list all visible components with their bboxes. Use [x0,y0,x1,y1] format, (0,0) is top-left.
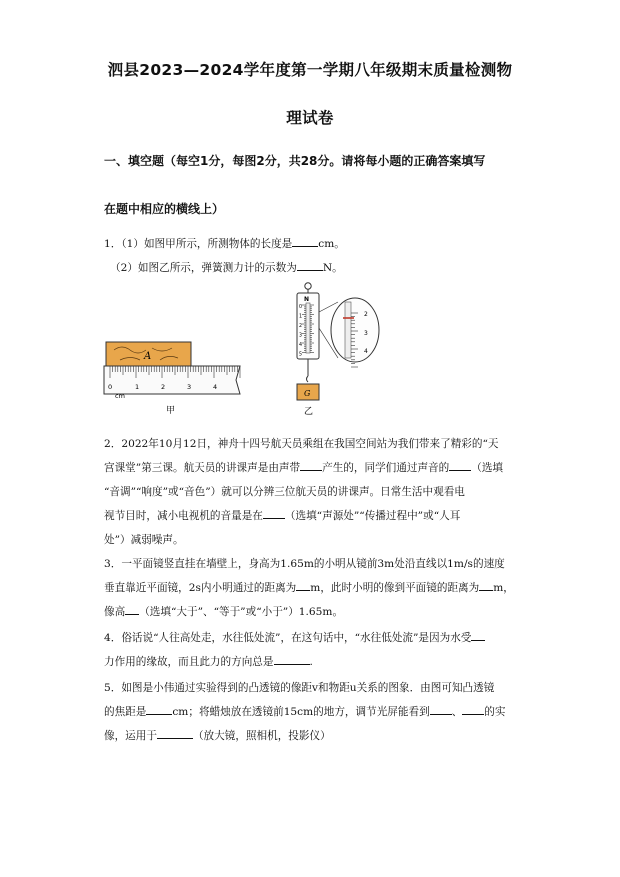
answer-blank[interactable] [471,630,485,641]
answer-blank[interactable] [479,580,493,591]
q2-line4 [104,508,460,523]
q2-text-e: （选填“声源处”“传播过程中”或“人耳 [284,510,461,522]
ruler-tick-2: 2 [161,383,166,391]
ruler-unit: cm [115,392,125,400]
section-heading-line2: 在题中相应的横线上） [104,202,225,216]
exam-title-line1: 泗县2023—2024学年度第一学期八年级期末质量检测物 [107,61,513,79]
q2-text-d: 视节目时，减小电视机的音量是在 [104,510,263,522]
answer-blank[interactable] [125,604,139,615]
zoom-tick-3: 3 [364,330,368,337]
q3-line3 [104,604,343,619]
wood-block [106,342,191,366]
answer-blank[interactable] [274,654,310,665]
answer-blank[interactable] [449,460,471,471]
answer-blank[interactable] [462,704,484,715]
answer-blank[interactable] [263,508,285,519]
gauge-tick-1: 1 [299,314,303,320]
q5-line1: 5．如图是小伟通过实验得到的凸透镜的像距v和物距u关系的图象．由图可知凸透镜 [104,682,495,694]
q2-text-c: （选填 [471,462,504,474]
q2-line3: “音调”“响度”或“音色”）就可以分辨三位航天员的讲课声。日常生活中观看电 [104,486,465,498]
ruler [104,366,240,400]
q5-line2 [104,704,505,719]
q5-text-f: （放大镜，照相机，投影仪） [192,730,331,742]
q3-line1: 3．一平面镜竖直挂在墙壁上，身高为1.65m的小明从镜前3m处沿直线以1m/s的速度 [104,558,505,570]
q1-part2 [110,260,343,275]
spring-scale [297,283,319,417]
q3-text-e: （选填“大于”、“等于”或“小于”）1.65m。 [139,606,344,618]
answer-blank[interactable] [300,460,322,471]
q4-line1 [104,630,485,645]
gauge-unit-label: N [304,296,310,303]
q3-text-c: m， [493,582,514,594]
q3-line2 [104,580,514,595]
answer-blank[interactable] [157,728,193,739]
q5-text-b: cm；将蜡烛放在透镜前15cm的地方，调节光屏能看到 [172,706,430,718]
q1-part2-unit: N。 [322,262,343,274]
q5-text-e: 像，运用于 [104,730,157,742]
label-jia: 甲 [166,406,176,416]
answer-blank[interactable] [430,704,452,715]
weight-label: G [304,389,311,398]
gauge-tick-4: 4 [299,343,303,348]
ruler-tick-4: 4 [213,383,218,391]
q1-part1 [104,236,345,251]
label-yi: 乙 [304,407,314,417]
answer-blank[interactable] [146,704,172,715]
q1-part1-unit: cm。 [318,238,345,250]
zoom-tick-4: 4 [364,348,368,355]
q4-text-a: 4．俗话说“人往高处走，水往低处流”，在这句话中，“水往低处流”是因为水受 [104,632,472,644]
gauge-tick-0: 0 [299,305,303,310]
q2-line2 [104,460,503,475]
zoom-view [331,298,379,367]
block-label: A [144,351,152,362]
ruler-tick-3: 3 [187,383,192,391]
q3-text-b: m，此时小明的像到平面镜的距离为 [310,582,480,594]
section-heading-line1: 一、填空题（每空1分，每图2分，共28分。请将每小题的正确答案填写 [104,154,486,168]
q1-part2-text: （2）如图乙所示，弹簧测力计的示数为 [110,262,297,274]
answer-blank[interactable] [297,260,323,271]
q3-text-d: 像高 [104,606,126,618]
q1-figure [100,280,390,418]
zoom-tick-2: 2 [364,311,368,318]
q2-line1: 2．2022年10月12日，神舟十四号航天员乘组在我国空间站为我们带来了精彩的“天 [104,438,499,450]
q2-text-b: 产生的，同学们通过声音的 [322,462,450,474]
answer-blank[interactable] [296,580,310,591]
gauge-tick-3: 3 [299,333,303,339]
q4-text-c: . [309,656,313,668]
q2-line5: 处”）减弱噪声。 [104,534,184,546]
exam-title-line2: 理试卷 [286,109,334,127]
ruler-tick-0: 0 [108,383,113,391]
q4-line2 [104,654,313,669]
q5-line3 [104,728,331,743]
q3-text-a: 垂直靠近平面镜，2s内小明通过的距离为 [104,582,297,594]
gauge-tick-5: 5 [299,352,303,358]
q2-text-a: 宫课堂”第三课。航天员的讲课声是由声带 [104,462,301,474]
gauge-tick-2: 2 [299,324,303,329]
q4-text-b: 力作用的缘故，而且此力的方向总是 [104,656,274,668]
q5-text-d: 的实 [484,706,506,718]
q5-text-c: 、 [451,706,463,718]
q5-text-a: 的焦距是 [104,706,147,718]
q1-part1-text: 1．（1）如图甲所示，所测物体的长度是 [104,238,293,250]
ruler-tick-1: 1 [135,383,140,391]
answer-blank[interactable] [292,236,318,247]
